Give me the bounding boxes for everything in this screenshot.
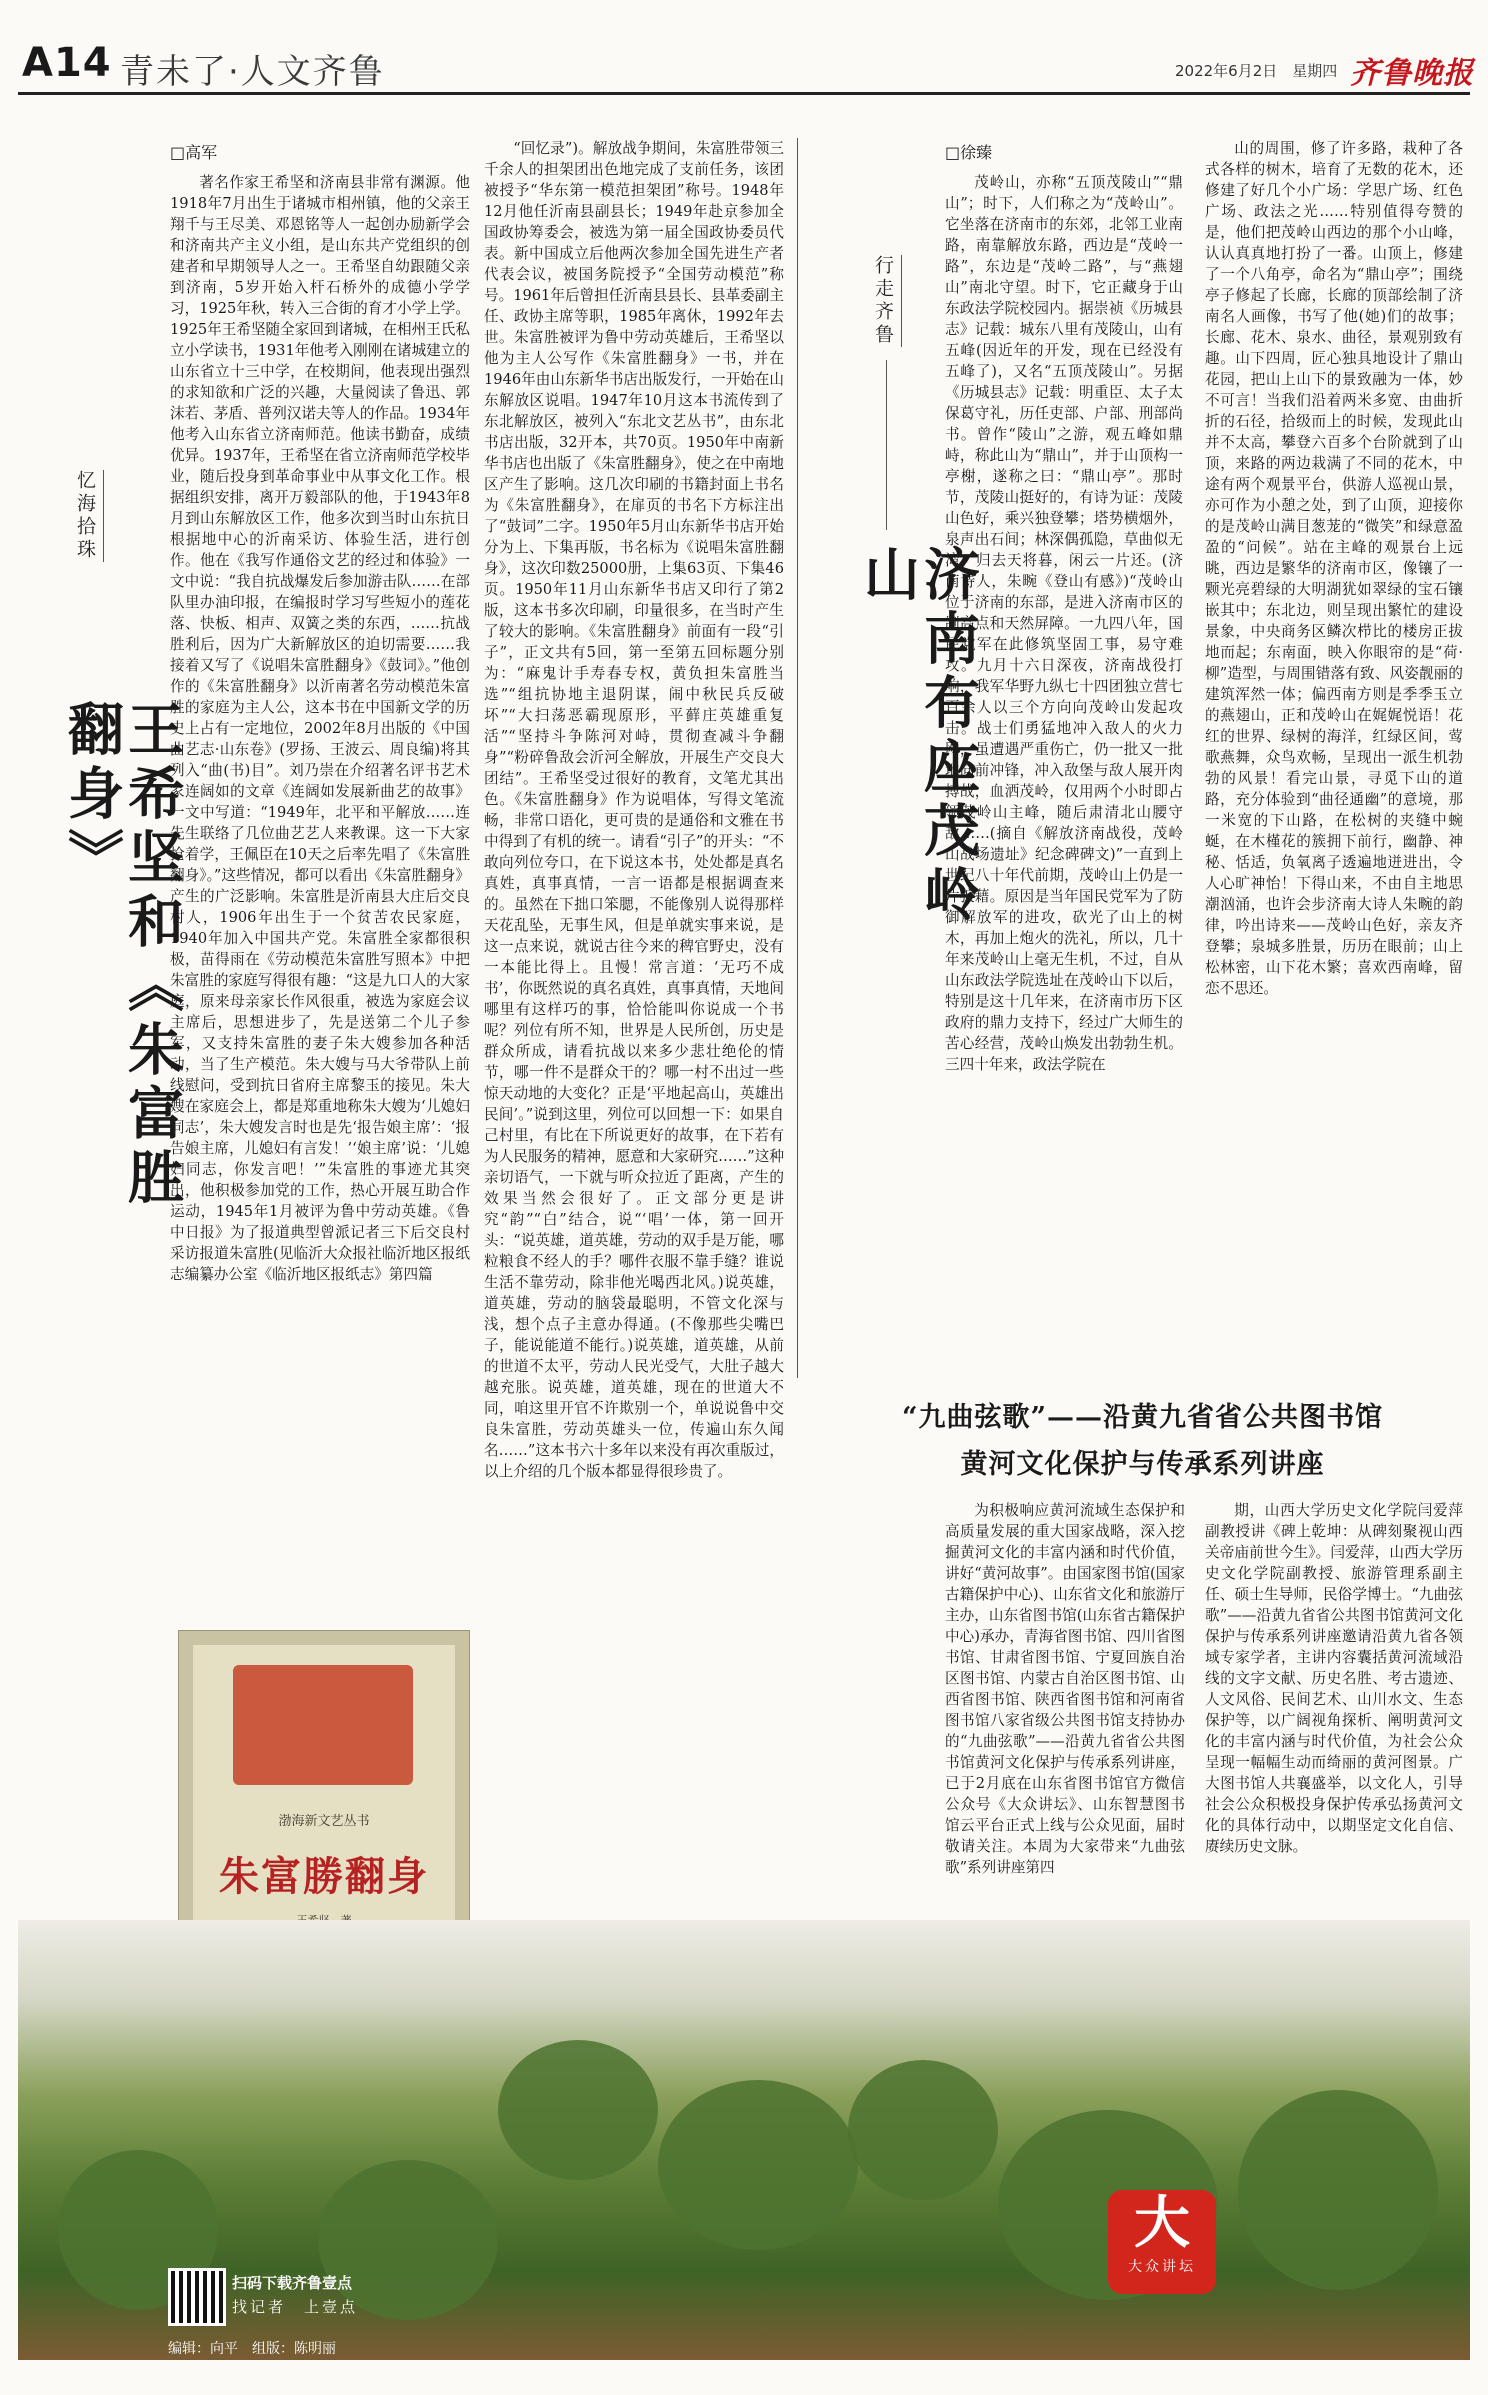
lecture-logo-caption: 大众讲坛 — [1128, 2259, 1196, 2275]
article3-title-line2: 黄河文化保护与传承系列讲座 — [960, 1449, 1325, 1480]
cover-illustration — [233, 1665, 413, 1785]
article3-column-2: 期，山西大学历史文化学院闫爱萍副教授讲《碑上乾坤：从碑刻聚视山西关帝庙前世今生》。闫爱萍，山西大学历史文化学院副教授、旅游管理系副主任、硕士生导师，民俗学博士。“九曲弦歌”——沿黄九省省公共图书馆黄河文化保护与传承系列讲座邀请沿黄九省各领域专家学者，主讲内容囊括黄河流域沿线的文字文献、历史名胜、考古遗迹、人文风俗、民间艺术、山川水文、生态保护等，以广阔视角探析、阐明黄河文化的丰富内涵与时代价值，为社会公众呈现一幅幅生动而绮丽的黄河图景。广大图书馆人共襄盛举，以文化人，引导社会公众积极投身保护传承弘扬黄河文化的具体行动中，以期坚定文化自信、赓续历史文脉。 — [1205, 1502, 1463, 1855]
tag-rule — [886, 360, 887, 530]
article3-title-line1: “九曲弦歌”——沿黄九省省公共图书馆 — [901, 1402, 1384, 1433]
qr-code[interactable] — [168, 2268, 226, 2326]
article1-author: □高军 — [170, 143, 218, 162]
newspaper-brand: 齐鲁晚报 — [1350, 56, 1474, 91]
mountain-photo — [18, 1920, 1470, 2360]
article1-column-tag: 忆海拾珠 — [72, 470, 104, 562]
article2-author: □徐臻 — [945, 143, 993, 162]
page-number: A14 — [22, 40, 112, 86]
article2-column-2: 山的周围，修了许多路，栽种了各式各样的树木，培育了无数的花木，还修建了好几个小广场：学思广场、红色广场、政法之光……特别值得夸赞的是，他们把茂岭山西边的那个小山峰，认认真真地打扮了一番。山顶上，修建了一个八角亭，命名为“鼎山亭”；围绕亭子修起了长廊，长廊的顶部绘制了济南名人画像，书写了他(她)们的故事；长廊、花木、泉水、曲径，景观别致有趣。山下四周，匠心独具地设计了鼎山花园，把山上山下的景致融为一体，妙不可言！当我们沿着两米多宽、由曲折折的石径，拾级而上的时候，发现此山并不太高，攀登六百多个台阶就到了山顶，来路的两边栽满了不同的花木，中途有两个观景平台，供游人巡视山景，亦可作为小憩之处，到了山顶，迎接你的是茂岭山满目葱茏的“微笑”和绿意盈盈的“问候”。站在主峰的观景台上远眺，西边是繁华的济南市区，像镶了一颗光亮碧绿的大明湖犹如翠绿的宝石镶嵌其中；东北边，则呈现出繁忙的建设景象，中央商务区鳞次栉比的楼房正拔地而起；东南面，映入你眼帘的是“荷·柳”造型，与周围错落有致、风姿靓丽的建筑浑然一体；偏西南方则是季季玉立的燕翅山，正和茂岭山在娓娓悦语！花红的世界、绿树的海洋，红绿区间，莺歌燕舞，众鸟欢畅，呈现出一派生机勃勃的风景！看完山景，寻觅下山的道路，充分体验到“曲径通幽”的意境，那一米宽的下山路，在松树的夹缝中蜿蜒，在木槿花的簇拥下前行，幽静、神秘、恬适，负氧离子透遍地迸进出，令人心旷神怡！下得山来，不由自主地思潮汹涌，也许会步济南大诗人朱畹的韵律，吟出诗来——茂岭山色好，亲友齐登攀；泉城多胜景，历历在眼前；山上松林密，山下花木繁；喜欢西南峰，留恋不思还。 — [1205, 140, 1463, 997]
cover-series: 渤海新文艺丛书 — [278, 1814, 370, 1829]
issue-date: 2022年6月2日 星期四 — [1175, 62, 1338, 80]
section-title: 青未了·人文齐鲁 — [120, 52, 385, 92]
article2-column-1: 茂岭山，亦称“五顶茂陵山”“鼎山”；时下，人们称之为“茂岭山”。它坐落在济南市的东郊，北邻工业南路，南靠解放东路，西边是“茂岭一路”，东边是“茂岭二路”，与“燕翅山”南北守望。时下，它正藏身于山东政法学院校园内。据崇祯《历城县志》记载：城东八里有茂陵山，山有五峰(因近年的开发，现在已经没有五峰了)，又名“五顶茂陵山”。另据《历城县志》记载：明重臣、太子太保葛守礼，历任吏部、户部、刑部尚书。曾作“陵山”之游，观五峰如鼎峙，称此山为“鼎山”，并于山顶构一亭榭，遂称之曰：“鼎山亭”。那时节，茂陵山挺好的，有诗为证：茂陵山色好，乘兴独登攀；塔势横烟外，泉声出石间；林深偶孤隐，草曲似无湾；归去天将暮，闲云一片还。(济南诗人，朱畹《登山有感》)“茂岭山位于济南的东部，是进入济南市区的制高点和天然屏障。一九四八年，国民党军在此修筑坚固工事，易守难攻。九月十六日深夜，济南战役打响，我军华野九纵七十四团独立营七百余人以三个方向向茂岭山发起攻击。战士们勇猛地冲入敌人的火力网，虽遭遇严重伤亡，仍一批又一批地向前冲锋，冲入敌堡与敌人展开肉搏战，血洒茂岭，仅用两个小时即占领茂岭山主峰，随后肃清北山腰守敌……(摘自《解放济南战役，茂岭山战场遗址》纪念碑碑文)”一直到上世纪八十年代前期，茂岭山上仍是一片狼藉。原因是当年国民党军为了防御解放军的进攻，砍光了山上的树木，再加上炮火的洗礼，所以，几十年来茂岭山上毫无生机，不过，自从山东政法学院选址在茂岭山下以后，特别是这十几年来，在济南市历下区政府的鼎力支持下，经过广大师生的苦心经营，茂岭山焕发出勃勃生机。三四十年来，政法学院在 — [945, 174, 1183, 1073]
editor-credit: 编辑：向平 组版：陈明丽 — [168, 2341, 336, 2357]
cover-title: 朱富勝翻身 — [219, 1853, 429, 1900]
header-rule — [18, 92, 1470, 95]
lecture-logo-mark: 大 — [1134, 2190, 1190, 2256]
article2-title: 济南有座茂岭山 — [855, 545, 981, 929]
article1-title: 王希坚和《朱富胜翻身》 — [59, 700, 185, 1212]
qr-title: 扫码下载齐鲁壹点 — [232, 2274, 353, 2292]
column-divider — [797, 138, 798, 1378]
qr-subtitle: 找记者 上壹点 — [232, 2298, 359, 2316]
article1-column-2: “回忆录”)。解放战争期间，朱富胜带领三千余人的担架团出色地完成了支前任务，该团被授予“华东第一模范担架团”称号。1948年12月他任沂南县副县长；1949年赴京参加全国政协筹委会，被选为第一届全国政协委员代表。新中国成立后他两次参加全国先进生产者代表会议，被国务院授予“全国劳动模范”称号。1961年后曾担任沂南县县长、县革委副主任、政协主席等职，1985年离休，1992年去世。朱富胜被评为鲁中劳动英雄后，王希坚以他为主人公写作《朱富胜翻身》一书，并在1946年由山东新华书店出版发行，一开始在山东解放区说唱。1947年10月这本书流传到了东北解放区，被列入“东北文艺丛书”，由东北书店出版，32开本，共70页。1950年中南新华书店也出版了《朱富胜翻身》，使之在中南地区产生了影响。这几次印刷的书籍封面上书名为《朱富胜翻身》，在扉页的书名下方标注出了“鼓词”二字。1950年5月山东新华书店开始分为上、下集再版，书名标为《说唱朱富胜翻身》，这次印数25000册，上集63页、下集46页。1950年11月山东新华书店又印行了第2版，这本书多次印刷，印量很多，在当时产生了较大的影响。《朱富胜翻身》前面有一段“引子”，正文共有5回，第一至第五回标题分别为：“麻鬼计手寿春专权，黄负担朱富胜当选”“组抗协地主退阴谋，闹中秋民兵反破坏”“大扫荡恶霸现原形，平藓庄英雄重复活”“坚持斗争陈河对峙，贯彻查减斗争翻身”“粉碎鲁敌会沂河全解放，开展生产交良大团结”。王希坚受过很好的教育，文笔尤其出色。《朱富胜翻身》作为说唱体，写得文笔流畅，非常口语化，更可贵的是通俗和文雅在书中得到了有机的统一。请看“引子”的开头：“不敢向列位夸口，在下说这本书，处处都是真名真姓，真事真情，一言一语都是根据调查来的。虽然在下拙口笨腮，不能像别人说得那样天花乱坠，无事生风，但是单就实事来说，是这一点来说，就说古往今来的稗官野史，没有一本能比得上。且慢！常言道：‘无巧不成书’，你既然说的真名真姓，真事真情，天地间哪里有这样巧的事，恰恰能叫你说成一个书呢？列位有所不知，世界是人民所创，历史是群众所成，请看抗战以来多少悲壮绝伦的情节，哪一件不是群众干的？哪一村不出过一些惊天动地的大变化？正是‘平地起高山，英雄出民间’。”说到这里，列位可以回想一下：如果自己村里，有比在下所说更好的故事，在下若有为人民服务的精神，愿意和大家研究……”这种亲切语气，一下就与听众拉近了距离，产生的效果当然会很好了。正文部分更是讲究“韵”“白”结合，说“‘唱’一体，第一回开头：“说英雄，道英雄，劳动的双手是万能，哪粒粮食不经人的手？哪件衣服不靠手缝？谁说生活不靠劳动，除非他光喝西北风。)说英雄，道英雄，劳动的脑袋最聪明，不管文化深与浅，想个点子主意办得通。(不像那些尖嘴巴子，能说能道不能行。)说英雄，道英雄，从前的世道不太平，劳动人民光受气，大肚子越大越充胀。说英雄，道英雄，现在的世道大不同，咱这里开官不许欺别一个，单说说鲁中交良朱富胜，劳动英雄头一位，传遍山东久闻名……”这本书六十多年以来没有再次重版过，以上介绍的几个版本都显得很珍贵了。 — [484, 140, 784, 1480]
lecture-logo — [1108, 2190, 1216, 2294]
article1-column-1: 著名作家王希坚和济南县非常有渊源。他1918年7月出生于诸城市相州镇，他的父亲王翔千与王尽美、邓恩铭等人一起创办励新学会和济南共产主义小组，是山东共产党组织的创建者和早期领导人之一。王希坚自幼跟随父亲到济南，5岁开始入杆石桥外的成德小学学习，1925年秋，转入三合街的育才小学上学。1925年王希坚随全家回到诸城，在相州王氏私立小学读书，1931年他考入刚刚在诸城建立的山东省立十三中学，在校期间，他表现出强烈的求知欲和广泛的兴趣，大量阅读了鲁迅、郭沫若、茅盾、普列汉诺夫等人的作品。1934年他考入山东省立济南师范。他读书勤奋，成绩优异。1937年，王希坚在省立济南师范学校毕业，随后投身到革命事业中从事文化工作。根据组织安排，离开万毅部队的他，于1943年8月到山东解放区工作，他多次到当时山东抗日根据地中心的沂南采访、体验生活，进行创作。他在《我写作通俗文艺的经过和体验》一文中说：“我自抗战爆发后参加游击队……在部队里办油印报，在编报时学习写些短小的莲花落、快板、相声、双簧之类的东西，……抗战胜利后，因为广大新解放区的迫切需要……我接着又写了《说唱朱富胜翻身》《鼓词》。”他创作的《朱富胜翻身》以沂南著名劳动模范朱富胜的家庭为主人公，这本书在中国新文学的历史上占有一定地位，2002年8月出版的《中国曲艺志·山东卷》(罗扬、王波云、周良编)将其列入“曲(书)目”。刘乃崇在介绍著名评书艺术家连阔如的文章《连阔如发展新曲艺的故事》一文中写道：“1949年，北平和平解放……连先生联络了几位曲艺艺人来教课。这一下大家抢着学，王佩臣在10天之后率先唱了《朱富胜翻身》。”这些情况，都可以看出《朱富胜翻身》产生的广泛影响。朱富胜是沂南县大庄后交良村人，1906年出生于一个贫苦农民家庭，1940年加入中国共产党。朱富胜全家都很积极，苗得雨在《劳动模范朱富胜写照本》中把朱富胜的家庭写得很有趣：“这是九口人的大家庭，原来母亲家长作风很重，被选为家庭会议主席后，思想进步了，先是送第二个儿子参军，又支持朱富胜的妻子朱大嫂参加各种活动，当了生产模范。朱大嫂与马大爷带队上前线慰问，受到抗日省府主席黎玉的接见。朱大嫂在家庭会上，都是郑重地称朱大嫂为‘儿媳妇同志’，朱大嫂发言时也是先‘报告娘主席’：‘报告娘主席，儿媳妇有言发！’‘娘主席’说：‘儿媳妇同志，你发言吧！’”朱富胜的事迹尤其突出，他积极参加党的工作，热心开展互助合作运动，1945年1月被评为鲁中劳动英雄。《鲁中日报》为了报道典型曾派记者三下后交良村采访报道朱富胜(见临沂大众报社临沂地区报纸志编纂办公室《临沂地区报纸志》第四篇 — [170, 174, 470, 1283]
article3-column-1: 为积极响应黄河流域生态保护和高质量发展的重大国家战略，深入挖掘黄河文化的丰富内涵和时代价值，讲好“黄河故事”。由国家图书馆(国家古籍保护中心)、山东省文化和旅游厅主办，山东省图书馆(山东省古籍保护中心)承办，青海省图书馆、四川省图书馆、甘肃省图书馆、宁夏回族自治区图书馆、内蒙古自治区图书馆、山西省图书馆、陕西省图书馆和河南省图书馆八家省级公共图书馆支持协办的“九曲弦歌”——沿黄九省省公共图书馆黄河文化保护与传承系列讲座，已于2月底在山东省图书馆官方微信公众号《大众讲坛》、山东智慧图书馆云平台正式上线与公众见面，届时敬请关注。本周为大家带来“九曲弦歌”系列讲座第四 — [945, 1502, 1185, 1876]
article2-column-tag: 行走齐鲁 — [870, 255, 902, 347]
